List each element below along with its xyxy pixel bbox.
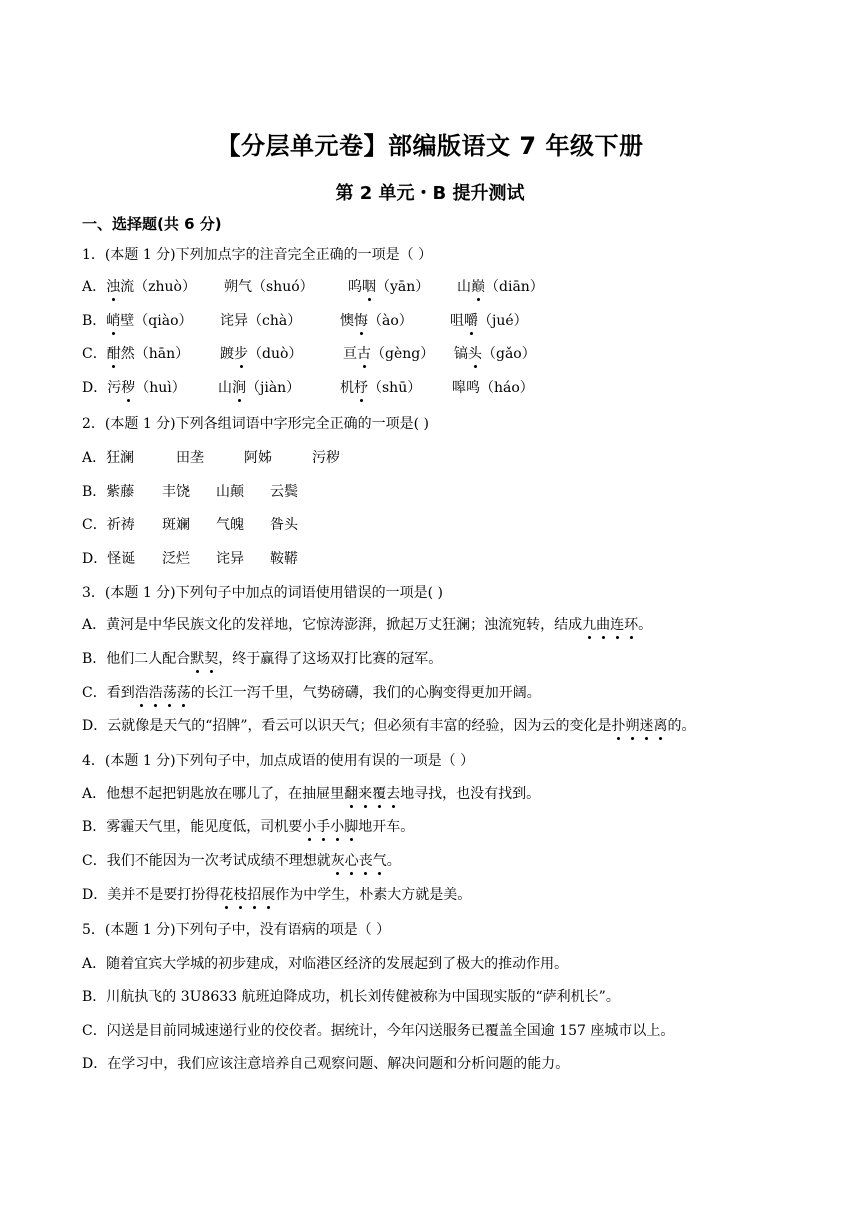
option-item: 污秽 xyxy=(312,450,340,466)
option-item: 亘古（gèng） xyxy=(343,343,434,363)
question-option: D．在学习中，我们应该注意培养自己观察问题、解决问题和分析问题的能力。 xyxy=(82,1056,570,1072)
page-title: 【分层单元卷】部编版语文 7 年级下册 xyxy=(216,132,644,160)
question-option: D．美并不是要打扮得花枝招展作为中学生，朴素大方就是美。 xyxy=(82,884,471,904)
option-item: 云鬓 xyxy=(270,484,298,500)
option-item: 泛烂 xyxy=(162,551,190,567)
question-stem: 4．(本题 1 分)下列句子中，加点成语的使用有误的一项是（ ） xyxy=(82,753,475,769)
page-subtitle: 第 2 单元・B 提升测试 xyxy=(335,183,525,204)
option-item: C．酣然（hān） xyxy=(82,343,189,363)
option-item: 气魄 xyxy=(216,517,244,533)
option-item: 呜咽（yān） xyxy=(348,276,429,296)
option-item: 机杼（shū） xyxy=(340,377,421,397)
section-heading: 一、选择题(共 6 分) xyxy=(82,215,222,233)
question-option: B．他们二人配合默契，终于赢得了这场双打比赛的冠军。 xyxy=(82,648,442,668)
option-item: D．污秽（huì） xyxy=(82,377,186,397)
option-item: 斑斓 xyxy=(162,517,190,533)
question-stem: 1．(本题 1 分)下列加点字的注音完全正确的一项是（ ） xyxy=(82,247,433,263)
option-item: 山巅（diān） xyxy=(457,276,544,296)
question-stem: 5．(本题 1 分)下列句子中，没有语病的项是（ ） xyxy=(82,922,391,938)
question-option: B．川航执飞的 3U8633 航班迫降成功，机长刘传健被称为中国现实版的“萨利机长”。 xyxy=(82,989,620,1005)
option-item: 山颠 xyxy=(216,484,244,500)
option-item: 昝头 xyxy=(270,517,298,533)
option-item: C．祈祷 xyxy=(82,517,135,533)
question-stem: 3．(本题 1 分)下列句子中加点的词语使用错误的一项是( ) xyxy=(82,585,444,601)
question-option: B．雾霾天气里，能见度低，司机要小手小脚地开车。 xyxy=(82,816,414,836)
option-item: 田垄 xyxy=(176,450,204,466)
question-stem: 2．(本题 1 分)下列各组词语中字形完全正确的一项是( ) xyxy=(82,416,430,432)
question-option: C．我们不能因为一次考试成绩不理想就灰心丧气。 xyxy=(82,850,401,870)
question-option: A．随着宜宾大学城的初步建成，对临港区经济的发展起到了极大的推动作用。 xyxy=(82,956,569,972)
option-item: 鞍鞯 xyxy=(270,551,298,567)
option-item: 山涧（jiàn） xyxy=(218,377,300,397)
option-item: 朔气（shuó） xyxy=(224,279,314,295)
option-item: 阿姊 xyxy=(244,450,272,466)
question-option: D．云就像是天气的“招牌”，看云可以识天气；但必须有丰富的经验，因为云的变化是扑朔迷离的。 xyxy=(82,715,696,735)
option-item: 踱步（duò） xyxy=(220,343,302,363)
option-item: 嗥鸣（háo） xyxy=(452,380,534,396)
option-item: B．峭壁（qiào） xyxy=(82,310,193,330)
question-option: C．看到浩浩荡荡的长江一泻千里，气势磅礴，我们的心胸变得更加开阔。 xyxy=(82,682,541,702)
option-item: 诧异（chà） xyxy=(220,313,302,329)
question-option: A．他想不起把钥匙放在哪儿了，在抽屉里翻来覆去地寻找，也没有找到。 xyxy=(82,783,540,803)
option-item: 镐头（gǎo） xyxy=(454,343,536,363)
option-item: D．怪诞 xyxy=(82,551,136,567)
option-item: A．狂澜 xyxy=(82,450,135,466)
question-option: A．黄河是中华民族文化的发祥地，它惊涛澎湃，掀起万丈狂澜；浊流宛转，结成九曲连环。 xyxy=(82,614,652,634)
option-item: 懊悔（ào） xyxy=(340,310,413,330)
option-item: 丰饶 xyxy=(162,484,190,500)
option-item: 咀嚼（jué） xyxy=(450,310,528,330)
option-item: B．紫藤 xyxy=(82,484,135,500)
option-item: 诧异 xyxy=(216,551,244,567)
option-item: A．浊流（zhuò） xyxy=(82,276,196,296)
question-option: C．闪送是目前同城速递行业的佼佼者。据统计，今年闪送服务已覆盖全国逾 157 座城市以上。 xyxy=(82,1023,675,1039)
